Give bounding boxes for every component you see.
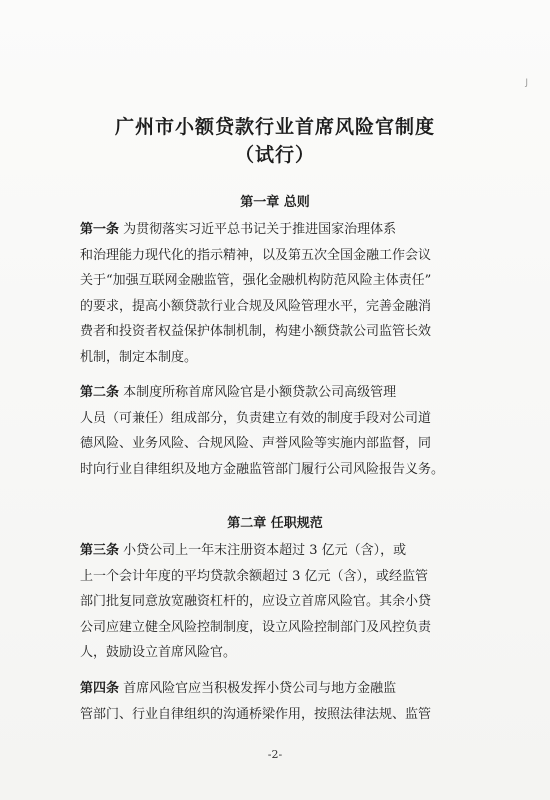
article-2-line-1: [80, 380, 480, 406]
article-3-line-2: 上一个会计年度的平均贷款余额超过 3 亿元（含），或经监管: [80, 568, 429, 584]
article-1-text: 为贯彻落实习近平总书记关于推进国家治理体系: [119, 222, 397, 237]
article-2-text: 本制度所称首席风险官是小额贷款公司高级管理: [119, 385, 397, 400]
article-4-line-1: [80, 676, 480, 702]
article-4-line-2: 管部门、行业自律组织的沟通桥梁作用，按照法律法规、监管: [80, 706, 432, 722]
document-title: 广州市小额贷款行业首席风险官制度: [114, 116, 435, 138]
article-3-lead: 第三条: [80, 543, 120, 558]
article-3-line-4: 公司应建立健全风险控制制度，设立风险控制部门及风控负责: [80, 619, 432, 635]
article-1-line-2: 和治理能力现代化的指示精神，以及第五次全国金融工作会议: [80, 247, 432, 263]
article-2-lead: 第二条: [80, 385, 120, 400]
article-3-text: 小贷公司上一年末注册资本超过 3 亿元（含），或: [119, 543, 407, 558]
article-1: [80, 217, 480, 370]
article-2-line-4: 时向行业自律组织及地方金融监管部门履行公司风险报告义务。: [80, 461, 445, 477]
article-1-lead: 第一条: [80, 222, 120, 237]
article-2-line-2: 人员（可兼任）组成部分，负责建立有效的制度手段对公司道: [80, 410, 432, 426]
article-1-line-1: [80, 217, 480, 243]
article-1-line-4: 的要求，提高小额贷款行业合规及风险管理水平，完善金融消: [80, 298, 432, 314]
article-1-line-3: 关于“加强互联网金融监管，强化金融机构防范风险主体责任”: [80, 273, 432, 288]
article-3-line-3: 部门批复同意放宽融资杠杆的，应设立首席风险官。其余小贷: [80, 594, 432, 609]
article-1-line-5: 费者和投资者权益保护体制机制，构建小额贷款公司监管长效: [80, 324, 432, 339]
article-3: [80, 538, 480, 666]
article-1-line-6: 机制，制定本制度。: [80, 349, 198, 365]
article-4-text: 首席风险官应当积极发挥小贷公司与地方金融监: [119, 681, 397, 696]
article-4: [80, 676, 480, 727]
page-number: -2-: [267, 748, 283, 761]
article-2: [80, 380, 480, 482]
chapter-heading-2: 第二章 任职规范: [227, 516, 323, 531]
article-2-line-3: 德风险、业务风险、合规风险、声誉风险等实施内部监督，同: [80, 436, 432, 451]
article-4-lead: 第四条: [80, 681, 120, 696]
chapter-heading-1: 第一章 总则: [240, 195, 310, 210]
document-subtitle: （试行）: [234, 144, 315, 166]
corner-mark: J: [525, 78, 528, 88]
article-3-line-1: [80, 538, 480, 564]
article-3-line-5: 人，鼓励设立首席风险官。: [80, 645, 237, 660]
